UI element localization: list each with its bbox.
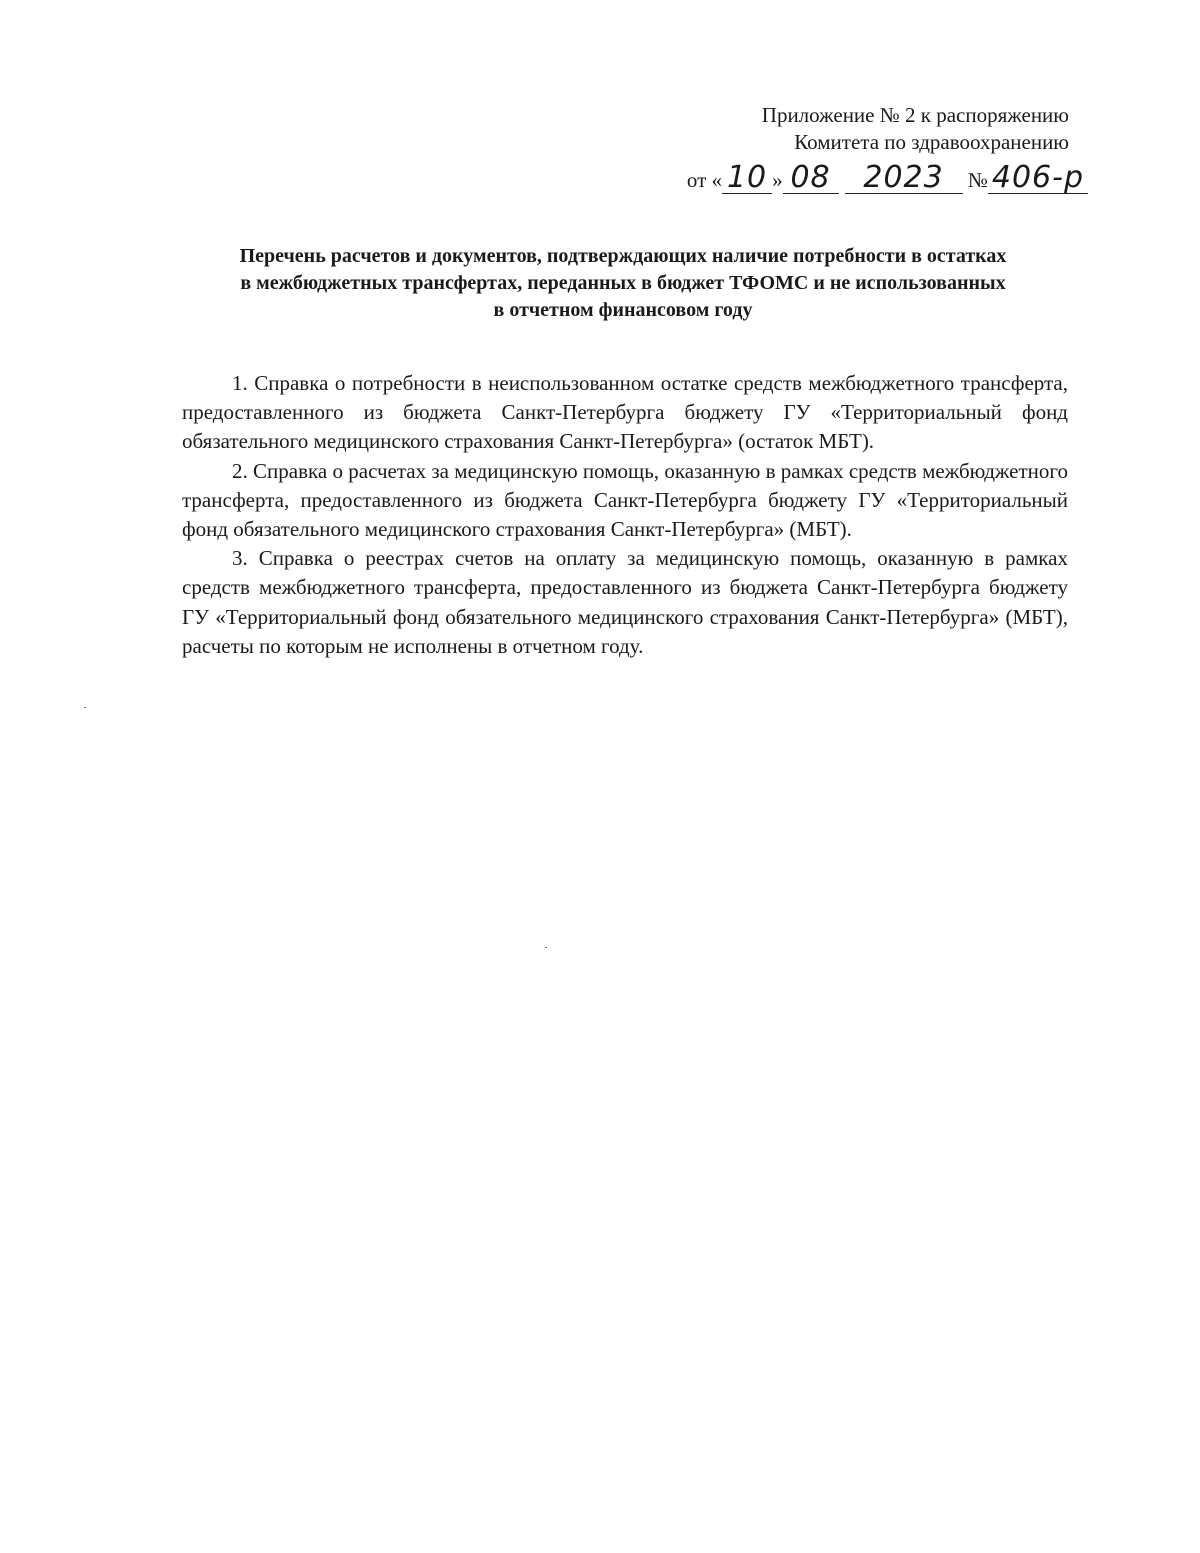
scan-speck bbox=[545, 947, 547, 948]
list-item: 3. Справка о реестрах счетов на оплату за медицинскую помощь, оказанную в рамках средств межбюджетного трансферта, предоставленного из бюджета Санкт-Петербурга бюджету ГУ «Территориальный фонд обязательного медицинского страхования Санкт-Петербурга» (МБТ), расчеты по которым не исполнены в отчетном году. bbox=[182, 546, 1068, 658]
appendix-committee: Комитета по здравоохранению bbox=[794, 130, 1069, 154]
order-date-number bbox=[687, 160, 1088, 200]
scan-speck bbox=[84, 707, 86, 708]
document-title bbox=[182, 243, 1064, 324]
appendix-title: Приложение № 2 к распоряжению bbox=[761, 103, 1069, 127]
handwritten-order-number: 406-р bbox=[988, 163, 1088, 194]
date-quote-close: » bbox=[772, 168, 783, 192]
appendix-header bbox=[762, 102, 1069, 156]
list-item: 1. Справка о потребности в неиспользованном остатке средств межбюджетного трансферта, предоставленного из бюджета Санкт-Петербурга бюджету ГУ «Территориальный фонд обязательного медицинского страхования Санкт-Петербурга» (остаток МБТ). bbox=[182, 371, 1068, 454]
title-line-1: Перечень расчетов и документов, подтверждающих наличие потребности в остатках bbox=[239, 245, 1007, 267]
number-prefix: № bbox=[967, 168, 988, 192]
handwritten-year: 2023 bbox=[845, 163, 963, 194]
date-prefix: от « bbox=[686, 168, 723, 192]
handwritten-month: 08 bbox=[783, 163, 839, 194]
title-line-2: в межбюджетных трансфертах, переданных в бюджет ТФОМС и не использованных bbox=[240, 272, 1006, 294]
handwritten-day: 10 bbox=[722, 163, 772, 194]
list-item: 2. Справка о расчетах за медицинскую помощь, оказанную в рамках средств межбюджетного трансферта, предоставленного из бюджета Санкт-Петербурга бюджету ГУ «Территориальный фонд обязательного медицинского страхования Санкт-Петербурга» (МБТ). bbox=[182, 458, 1068, 542]
document-body bbox=[182, 369, 1068, 661]
title-line-3: в отчетном финансовом году bbox=[493, 299, 753, 321]
